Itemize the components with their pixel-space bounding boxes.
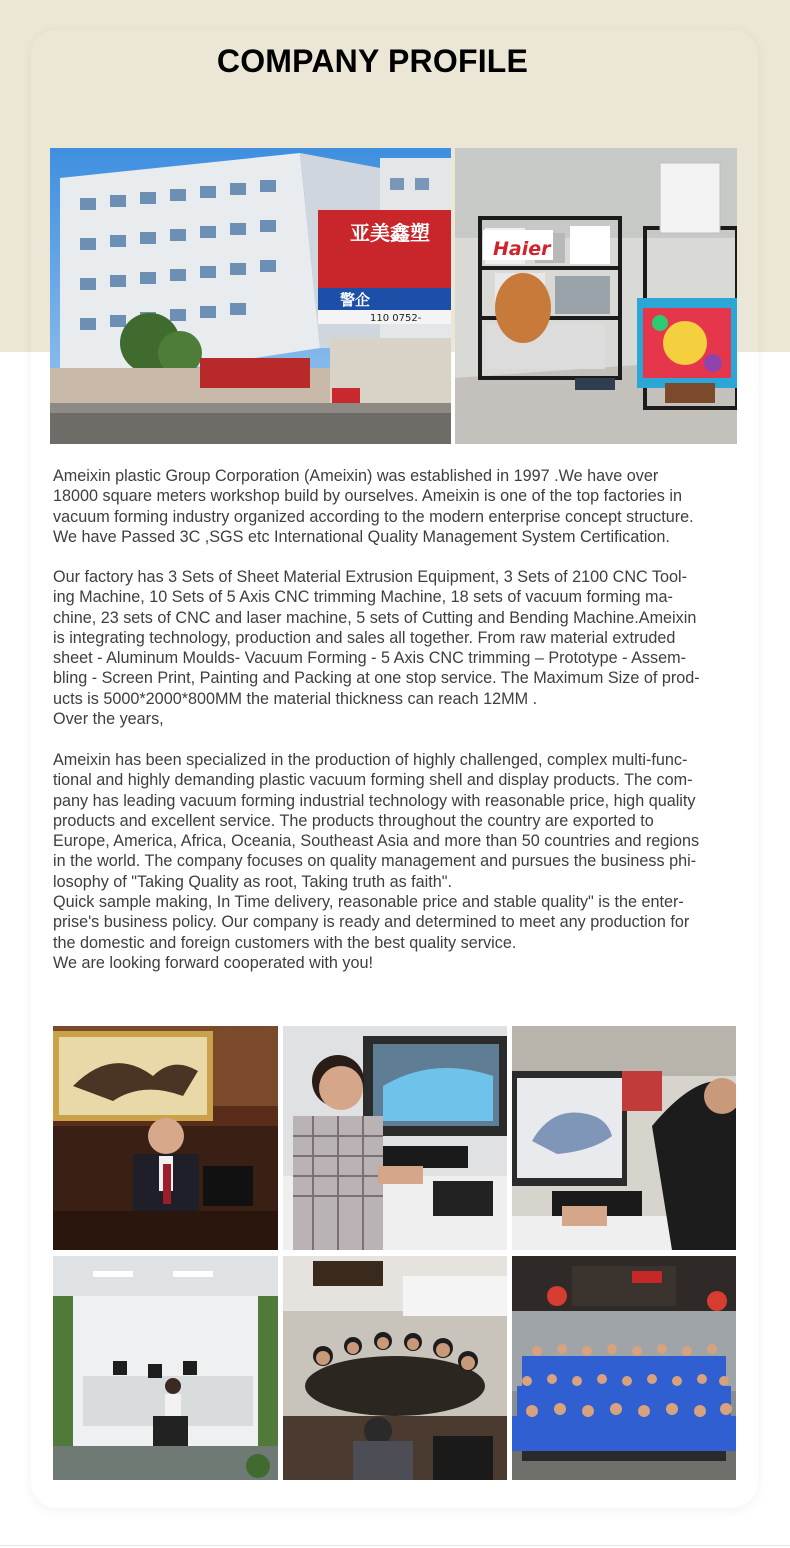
gallery-photo-3d-modeling <box>512 1026 736 1250</box>
gallery-photo-cad-engineer <box>283 1026 507 1250</box>
phone-sign-text: 110 0752- <box>370 313 422 324</box>
gallery-photo-office-executive <box>53 1026 278 1250</box>
bottom-divider <box>0 1545 790 1546</box>
factory-building-photo <box>50 148 451 444</box>
specialization-paragraph: Ameixin has been specialized in the production of highly challenged, complex multi-func- tional and highly demanding plastic vacuum forming shell and display products. The com- pany has leading vacuum forming industrial technology with reasonable price, high quality products and excellent service. The products throughout the country are exported to Europe, America, Africa, Oceania, Southeast Asia and more than 50 countries and regions in the world. The company focuses on quality management and pursues the business phi- losophy of "Taking Quality as root, Taking truth as faith". Quick sample making, In Time delivery, reasonable price and stable quality" is the enter- prise's business policy. Our company is ready and determined to meet any production for the domestic and foreign customers with the best quality service. We are looking forward cooperated with you! <box>53 751 700 972</box>
gallery-photo-meeting-room <box>283 1256 507 1480</box>
intro-paragraph: Ameixin plastic Group Corporation (Ameixin) was established in 1997 .We have over 18000 square meters workshop build by ourselves. Ameixin is one of the top factories in vacuum forming industry organized according to the modern enterprise concept structure. We have Passed 3C ,SGS etc International Quality Management System Certification. <box>53 467 694 546</box>
gallery-photo-open-office <box>53 1256 278 1480</box>
brand-logo-text: Haier <box>493 238 551 260</box>
factory-paragraph: Our factory has 3 Sets of Sheet Material Extrusion Equipment, 3 Sets of 2100 CNC Tool- ing Machine, 10 Sets of 5 Axis CNC trimming Machine, 18 sets of vacuum forming ma- chine, 23 sets of CNC and laser machine, 5 sets of Cutting and Bending Machine.Ameixin is integrating technology, production and sales all together. From raw material extruded sheet - Aluminum Moulds- Vacuum Forming - 5 Axis CNC trimming – Prototype - Assem- bling - Screen Print, Painting and Packing at one stop service. The Maximum Size of prod- ucts is 5000*2000*800MM the material thickness can reach 12MM . Over the years, <box>53 568 700 729</box>
showroom-photo <box>455 148 737 444</box>
gallery-photo-team <box>512 1256 736 1480</box>
factory-sign-text: 亚美鑫塑 <box>350 221 430 245</box>
police-sign-text: 警企 <box>340 291 371 309</box>
page-title: COMPANY PROFILE <box>216 43 529 79</box>
